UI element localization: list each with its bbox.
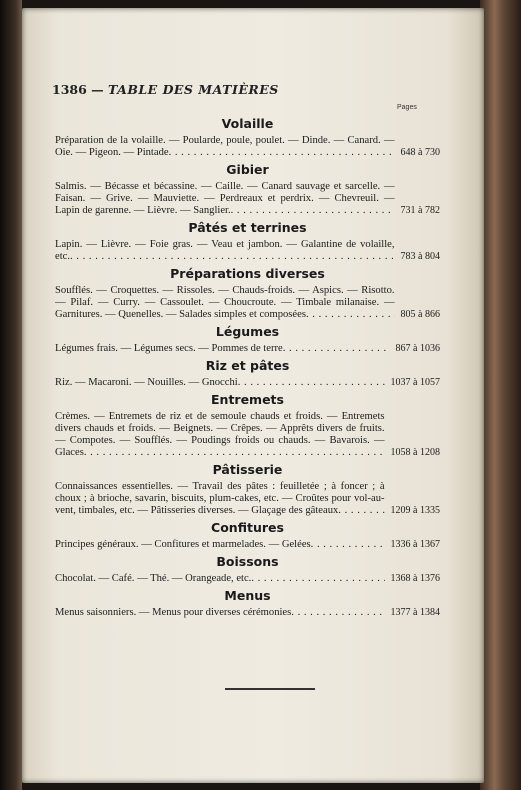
header-title: TABLE DES MATIÈRES bbox=[108, 82, 279, 97]
entry-text: Menus saisonniers. — Menus pour diverses cérémonies . . . bbox=[55, 607, 385, 619]
entry-pages: 867 à 1036 bbox=[395, 343, 440, 354]
toc-section-boissons bbox=[55, 554, 440, 585]
toc-entry bbox=[55, 285, 440, 321]
toc-section-menus bbox=[55, 588, 440, 619]
entry-pages: 1058 à 1208 bbox=[390, 447, 440, 458]
toc-section-legumes bbox=[55, 324, 440, 355]
toc-entry bbox=[55, 181, 440, 217]
toc-section-preparations-diverses bbox=[55, 266, 440, 321]
entry-pages: 1377 à 1384 bbox=[390, 607, 440, 618]
toc-entry bbox=[55, 135, 440, 159]
entry-pages: 805 à 866 bbox=[400, 309, 440, 320]
entry-text: Salmis. — Bécasse et bécassine. — Caille. — Canard sauvage et sarcelle. — Faisan. — Grive. — Mauviette. — Perdreaux et perdrix. — Chevreuil. — Lapin de garenne. — Lièvre. — Sanglier. . . . bbox=[55, 181, 395, 217]
toc-entry bbox=[55, 377, 440, 389]
page-number: 1386 bbox=[52, 82, 87, 97]
book-cover-right-edge bbox=[480, 0, 521, 790]
end-rule-divider bbox=[225, 688, 315, 690]
toc-entry bbox=[55, 573, 440, 585]
entry-pages: 1209 à 1335 bbox=[390, 505, 440, 516]
entry-text: Soufflés. — Croquettes. — Rissoles. — Chauds-froids. — Aspics. — Risotto. — Pilaf. — Curry. — Cassoulet. — Choucroute. — Timbale milanaise. — Garnitures. — Quenelles. — Salades simples et composées . . . bbox=[55, 285, 395, 321]
toc-entry bbox=[55, 343, 440, 355]
section-title: Légumes bbox=[215, 324, 280, 339]
section-title: Riz et pâtes bbox=[205, 358, 290, 373]
entry-pages: 1368 à 1376 bbox=[390, 573, 440, 584]
toc-entry bbox=[55, 411, 440, 459]
toc-section-entremets bbox=[55, 392, 440, 459]
toc-entry bbox=[55, 239, 440, 263]
entry-text: Chocolat. — Café. — Thé. — Orangeade, etc. . . . bbox=[55, 573, 385, 585]
toc-entry bbox=[55, 481, 440, 517]
section-title: Entremets bbox=[211, 392, 284, 407]
section-title: Préparations diverses bbox=[170, 266, 325, 281]
toc-section-confitures bbox=[55, 520, 440, 551]
entry-text: Principes généraux. — Confitures et marmelades. — Gelées . . . bbox=[55, 539, 385, 551]
entry-pages: 1336 à 1367 bbox=[390, 539, 440, 550]
table-of-contents bbox=[55, 114, 440, 622]
toc-section-volaille bbox=[55, 116, 440, 159]
pages-column-label: Pages bbox=[397, 104, 417, 111]
entry-text: Riz. — Macaroni. — Nouilles. — Gnocchi . . . bbox=[55, 377, 385, 389]
section-title: Pâtisserie bbox=[212, 462, 283, 477]
running-header bbox=[52, 82, 279, 97]
section-title: Boissons bbox=[216, 554, 279, 569]
entry-pages: 648 à 730 bbox=[400, 147, 440, 158]
entry-text: Préparation de la volaille. — Poularde, poule, poulet. — Dinde. — Canard. — Oie. — Pigeon. — Pintade . . . bbox=[55, 135, 395, 159]
book-cover-left-edge bbox=[0, 0, 22, 790]
section-title: Menus bbox=[224, 588, 271, 603]
header-dash: — bbox=[91, 82, 104, 97]
section-title: Volaille bbox=[221, 116, 274, 131]
entry-text: Légumes frais. — Légumes secs. — Pommes de terre . . . bbox=[55, 343, 390, 355]
section-title: Confitures bbox=[211, 520, 284, 535]
toc-section-gibier bbox=[55, 162, 440, 217]
toc-section-patisserie bbox=[55, 462, 440, 517]
entry-pages: 783 à 804 bbox=[400, 251, 440, 262]
toc-entry bbox=[55, 607, 440, 619]
section-title: Pâtés et terrines bbox=[188, 220, 307, 235]
entry-text: Crèmes. — Entremets de riz et de semoule chauds et froids. — Entremets divers chauds et froids. — Beignets. — Crêpes. — Apprêts divers de fruits. — Compotes. — Soufflés. — Poudings froids ou chauds. — Bavarois. — Glaces . . . bbox=[55, 411, 385, 459]
entry-pages: 731 à 782 bbox=[400, 205, 440, 216]
entry-pages: 1037 à 1057 bbox=[390, 377, 440, 388]
section-title: Gibier bbox=[226, 162, 269, 177]
toc-section-pates-terrines bbox=[55, 220, 440, 263]
toc-entry bbox=[55, 539, 440, 551]
entry-text: Lapin. — Lièvre. — Foie gras. — Veau et jambon. — Galantine de volaille, etc. . . . bbox=[55, 239, 395, 263]
entry-text: Connaissances essentielles. — Travail des pâtes : feuilletée ; à foncer ; à choux ; à brioche, savarin, biscuits, plum-cakes, etc. — Croûtes pour vol-au-vent, timbales, etc. — Pâtisseries diverses. — Glaçage des gâteaux . . . bbox=[55, 481, 385, 517]
toc-section-riz-pates bbox=[55, 358, 440, 389]
